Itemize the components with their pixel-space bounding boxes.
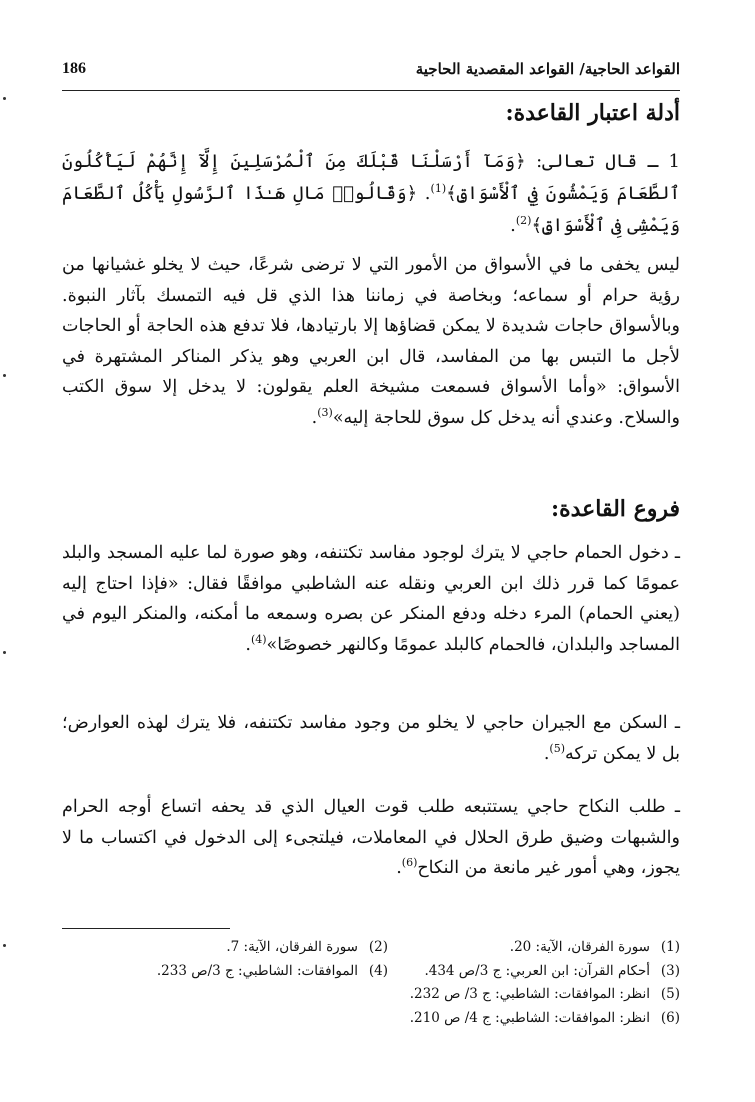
footnote-number: (1) <box>660 939 680 955</box>
footnote-number: (6) <box>660 1009 680 1026</box>
quran-verse-b: . ﴿وَقَالُوا۟ مَالِ هَـٰذَا ٱلرَّسُولِ يَأْكُلُ ٱلطَّعَامَ وَيَمْشِى فِى ٱلْأَسْوَاقِ﴾ <box>62 183 680 236</box>
branch-text: ـ طلب النكاح حاجي يستتبعه طلب قوت العيال الذي قد يحفه اتساع أوجه الحرام والشبهات وضيق طرق الحلال في المعاملات، فيلتجىء إلى الدخول في اكتساب ما لا يجوز، وهي أمور غير مانعة من النكاح <box>62 797 680 879</box>
footnote-ref: (2) <box>515 214 532 227</box>
running-title: القواعد الحاجية/ القواعد المقصدية الحاجية <box>415 60 680 78</box>
footnote-row <box>62 960 680 984</box>
footnote-ref: (5) <box>549 741 565 755</box>
footnote-row <box>62 936 680 960</box>
scan-mark <box>3 944 6 947</box>
footnote-ref: (3) <box>317 406 333 420</box>
quran-evidence <box>62 146 680 242</box>
punctuation: . <box>510 215 516 236</box>
page-number: 186 <box>62 60 86 77</box>
footnote-text: انظر: الموافقات: الشاطبي: ج 3/ ص 232. <box>409 986 650 1002</box>
footnote-row <box>62 1007 680 1031</box>
branch-item-bathhouse <box>62 538 680 660</box>
footnote-text: سورة الفرقان، الآية: 20. <box>509 939 650 955</box>
branch-item-marriage <box>62 792 680 884</box>
footnote-ref: (1) <box>430 182 447 195</box>
paragraph-markets <box>62 250 680 434</box>
footnote-text: أحكام القرآن: ابن العربي: ج 3/ص 434. <box>424 962 650 979</box>
footnote-number: (3) <box>660 962 680 979</box>
punctuation: . <box>543 743 550 764</box>
paragraph-text: ليس يخفى ما في الأسواق من الأمور التي لا ترضى شرعًا، حيث لا يخلو غشيانها من رؤية حرام أو سماعه؛ وبخاصة في زماننا هذا الذي قل فيه التمسك بآثار النبوة. وبالأسواق حاجات شديدة لا يمكن قضاؤها إلا بارتيادها، فلا تدفع هذه الحاجة أو الحاجات لأجل ما التبس بها من المفاسد، قال ابن العربي وهو يذكر المناكر المشتهرة في الأسواق: «وأما الأسواق فسمعت مشيخة العلم يقولون: لا يدخل إلا سوق الكتب والسلاح. وعندي أنه يدخل كل سوق للحاجة إليه» <box>62 255 680 428</box>
branch-item-neighbors <box>62 708 680 769</box>
section-title-branches: فروع القاعدة: <box>550 496 680 522</box>
footnote-ref: (4) <box>250 632 267 646</box>
page-header <box>62 56 680 91</box>
footnote-number: (2) <box>368 939 388 955</box>
section-title-evidence: أدلة اعتبار القاعدة: <box>505 100 680 126</box>
punctuation: . <box>396 858 402 879</box>
scan-mark <box>3 651 6 654</box>
scan-mark <box>3 374 6 377</box>
footnote-number: (5) <box>660 986 680 1002</box>
footnote-text: انظر: الموافقات: الشاطبي: ج 4/ ص 210. <box>409 1009 650 1026</box>
punctuation: . <box>311 407 318 428</box>
footnote-text: سورة الفرقان، الآية: 7. <box>226 939 358 955</box>
footnote-number: (4) <box>368 962 388 979</box>
scan-mark <box>3 97 6 100</box>
footnote-divider <box>62 928 230 929</box>
branch-text: ـ السكن مع الجيران حاجي لا يخلو من وجود مفاسد تكتنفه، فلا يترك لهذه العوارض؛ بل لا يمكن تركه <box>62 713 680 764</box>
footnote-text: الموافقات: الشاطبي: ج 3/ص 233. <box>156 962 358 979</box>
footnote-ref: (6) <box>401 856 418 870</box>
book-page <box>62 40 680 1080</box>
quran-verse-a: 1 ـ قال تعالى: ﴿وَمَآ أَرْسَلْنَا قَبْلَكَ مِنَ ٱلْمُرْسَلِينَ إِلَّآ إِنَّهُمْ لَيَأْكُلُونَ ٱلطَّعَامَ وَيَمْشُونَ فِي ٱلْأَسْوَاقِ﴾ <box>62 151 681 204</box>
branch-text: ـ دخول الحمام حاجي لا يترك لوجود مفاسد تكتنفه، وهو صورة لما عليه المسجد والبلد عمومًا كما قرر ذلك ابن العربي ونقله عنه الشاطبي موافقًا فقال: «فإذا احتاج إليه (يعني الحمام) المرء دخله ودفع المنكر عن بصره وسمعه ما أمكنه، والمنكر اليوم في المساجد والبلدان، فالحمام كالبلد عمومًا وكالنهر خصوصًا» <box>62 543 680 655</box>
footnotes <box>62 936 680 1030</box>
footnote-row <box>62 983 680 1007</box>
punctuation: . <box>245 634 251 655</box>
